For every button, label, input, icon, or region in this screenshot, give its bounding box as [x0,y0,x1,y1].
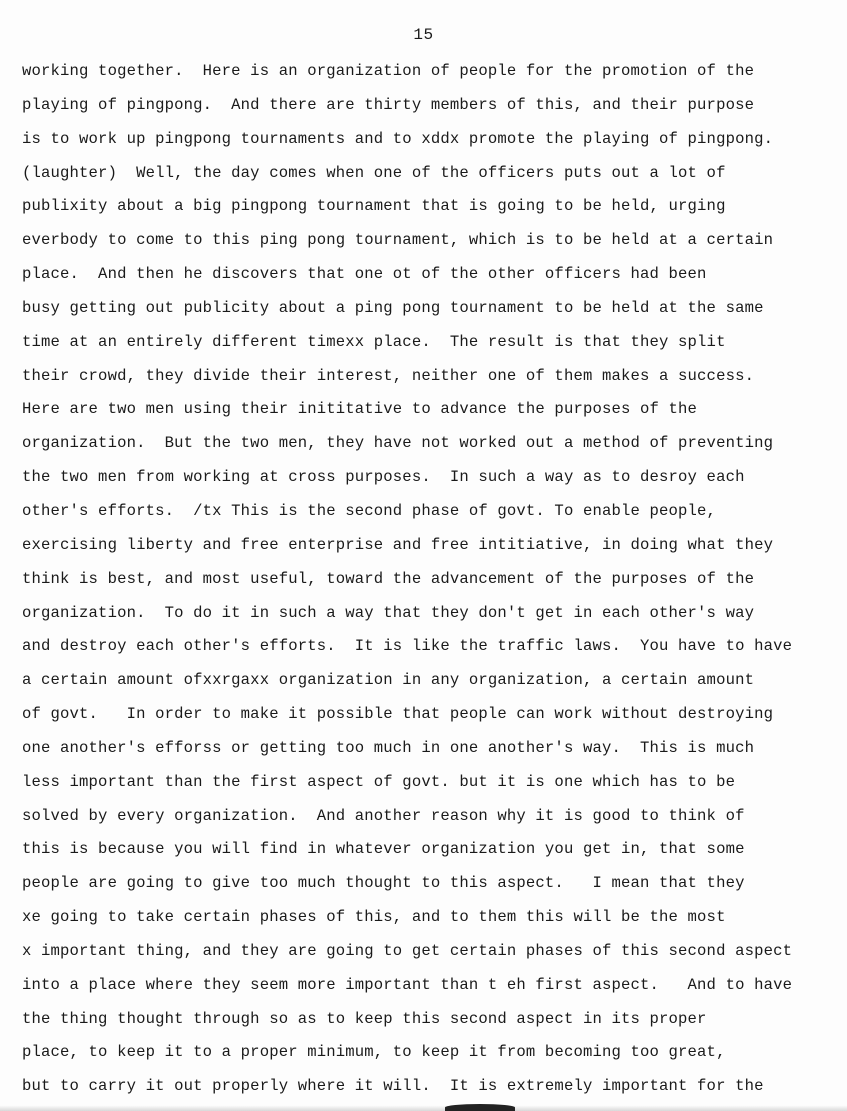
text-line: x important thing, and they are going to get certain phases of this second aspect [22,941,793,960]
text-line: xe going to take certain phases of this, and to them this will be the most [22,908,726,927]
text-line: people are going to give too much thought to this aspect. I mean that they [22,874,745,893]
text-line: busy getting out publicity about a ping pong tournament to be held at the same [22,298,764,317]
text-line: working together. Here is an organization of people for the promotion of the [22,62,755,80]
text-line: but to carry it out properly where it will. It is extremely important for the [22,1077,764,1096]
text-line: solved by every organization. And another reason why it is good to think of [22,806,745,825]
text-line: is to work up pingpong tournaments and to xddx promote the playing of pingpong. [22,129,774,148]
text-line: publixity about a big pingpong tournament that is going to be held, urging [22,197,726,216]
page-number: 15 [413,26,434,44]
page-bottom-edge [0,1105,847,1111]
text-line: place. And then he discovers that one ot of the other officers had been [22,265,707,284]
text-line: organization. To do it in such a way that they don't get in each other's way [22,603,755,622]
text-line: into a place where they seem more important than t eh first aspect. And to have [22,975,793,994]
text-line: the two men from working at cross purposes. In such a way as to desroy each [22,468,745,487]
text-line: one another's efforss or getting too much in one another's way. This is much [22,738,755,757]
text-line: (laughter) Well, the day comes when one of the officers puts out a lot of [22,163,726,182]
text-line: time at an entirely different timexx place. The result is that they split [22,332,726,351]
text-line: organization. But the two men, they have not worked out a method of preventing [22,434,774,453]
text-line: everbody to come to this ping pong tournament, which is to be held at a certain [22,231,774,250]
text-line: playing of pingpong. And there are thirty members of this, and their purpose [22,95,755,114]
text-line: and destroy each other's efforts. It is like the traffic laws. You have to have [22,637,793,656]
text-line: other's efforts. /tx This is the second phase of govt. To enable people, [22,501,717,520]
text-line: Here are two men using their inititative to advance the purposes of the [22,400,698,419]
text-line: place, to keep it to a proper minimum, to keep it from becoming too great, [22,1043,726,1062]
text-line: the thing thought through so as to keep this second aspect in its proper [22,1009,707,1028]
body-text [22,58,837,1107]
text-line: less important than the first aspect of govt. but it is one which has to be [22,772,736,791]
text-line: think is best, and most useful, toward the advancement of the purposes of the [22,569,755,588]
text-line: this is because you will find in whatever organization you get in, that some [22,840,745,859]
text-line: exercising liberty and free enterprise and free intitiative, in doing what they [22,535,774,554]
text-line: their crowd, they divide their interest, neither one of them makes a success. [22,366,755,385]
ink-smudge [445,1104,515,1111]
text-line: of govt. In order to make it possible that people can work without destroying [22,705,774,724]
text-line: a certain amount ofxxrgaxx organization in any organization, a certain amount [22,671,755,690]
